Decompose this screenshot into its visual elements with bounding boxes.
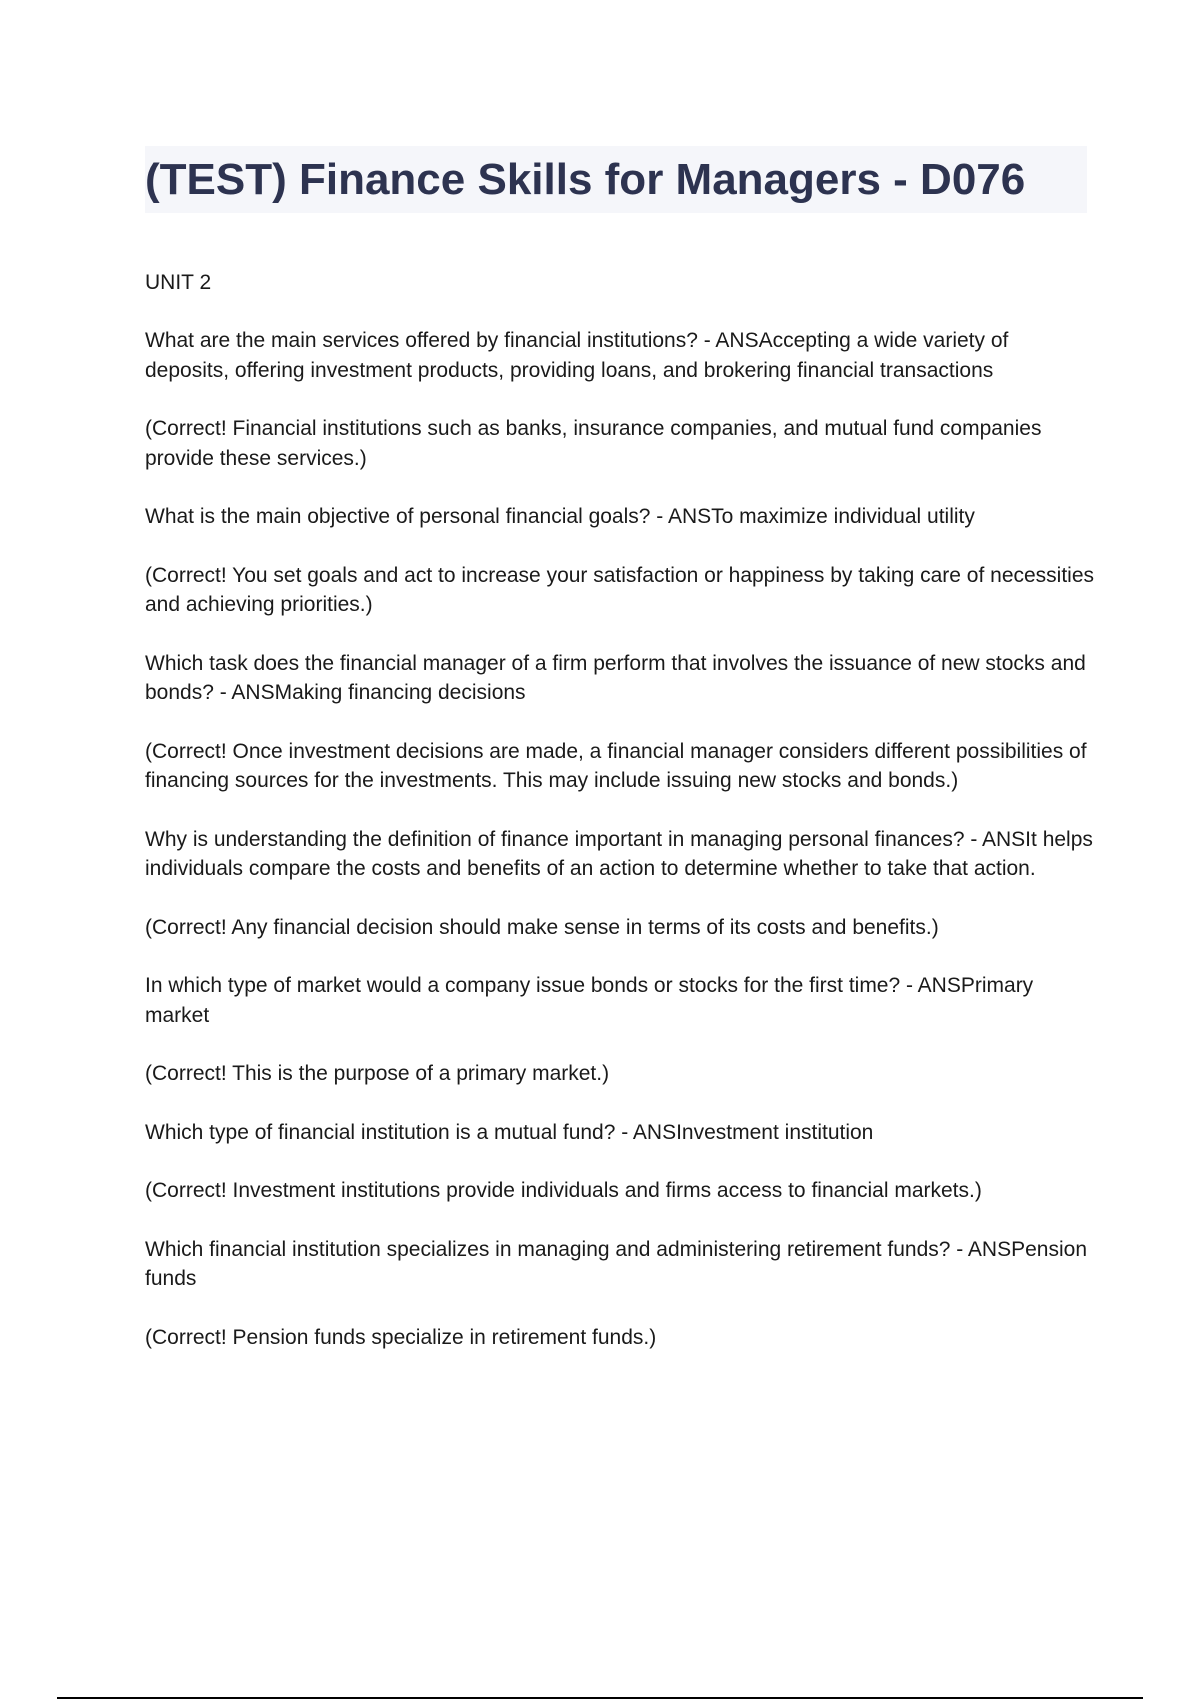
footer-divider: [57, 1697, 1143, 1699]
document-title: (TEST) Finance Skills for Managers - D076: [145, 155, 1026, 204]
question-2: What is the main objective of personal financial goals? - ANSTo maximize individual utility: [145, 505, 975, 528]
feedback-3: (Correct! Once investment decisions are made, a financial manager considers different possibilities of financing sources for the investments. This may include issuing new stocks and bonds.): [145, 739, 1087, 792]
question-1: What are the main services offered by financial institutions? - ANSAccepting a wide variety of deposits, offering investment products, providing loans, and brokering financial transactions: [145, 329, 1009, 382]
feedback-6: (Correct! Investment institutions provide individuals and firms access to financial markets.): [145, 1179, 982, 1202]
feedback-1: (Correct! Financial institutions such as banks, insurance companies, and mutual fund companies provide these services.): [145, 417, 1042, 470]
feedback-4: (Correct! Any financial decision should make sense in terms of its costs and benefits.): [145, 915, 939, 939]
question-7: Which financial institution specializes in managing and administering retirement funds? - ANSPension funds: [145, 1237, 1087, 1290]
unit-heading: UNIT 2: [145, 271, 212, 294]
feedback-2: (Correct! You set goals and act to increase your satisfaction or happiness by taking care of necessities and achieving priorities.): [145, 563, 1095, 616]
question-5: In which type of market would a company issue bonds or stocks for the first time? - ANSPrimary market: [145, 974, 1034, 1027]
question-3: Which task does the financial manager of a firm perform that involves the issuance of new stocks and bonds? - ANSMaking financing decisions: [145, 651, 1086, 704]
question-4: Why is understanding the definition of finance important in managing personal finances? - ANSIt helps individuals compare the costs and benefits of an action to determine whether to take that action.: [145, 827, 1093, 880]
title-banner: [145, 146, 1087, 213]
feedback-7: (Correct! Pension funds specialize in retirement funds.): [145, 1325, 657, 1349]
question-6: Which type of financial institution is a mutual fund? - ANSInvestment institution: [145, 1120, 874, 1144]
document-body: [145, 268, 1095, 1381]
feedback-5: (Correct! This is the purpose of a primary market.): [145, 1062, 610, 1085]
